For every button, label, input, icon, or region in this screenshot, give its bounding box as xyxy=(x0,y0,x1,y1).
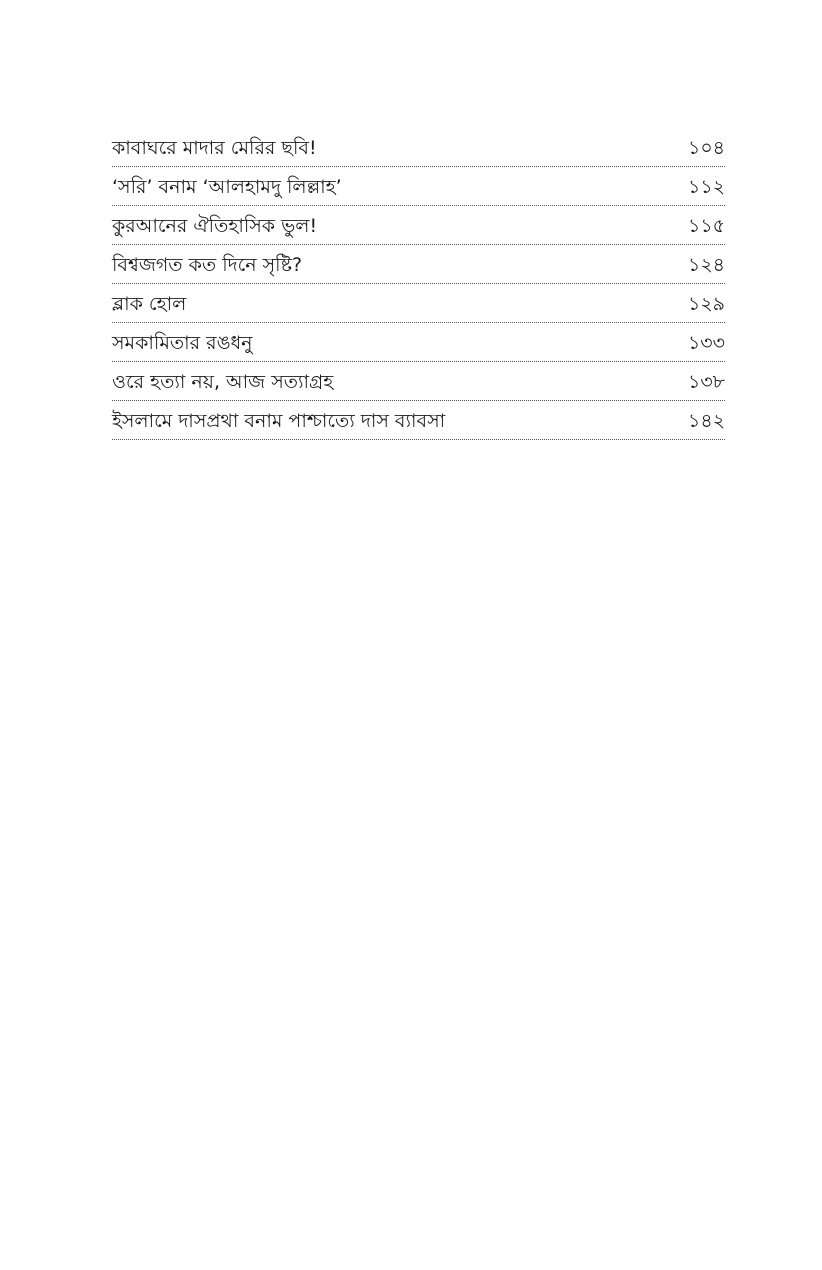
toc-entry-page: ১৪২ xyxy=(687,410,725,432)
toc-entry-page: ১৩৮ xyxy=(687,371,725,393)
toc-entry-page: ১১২ xyxy=(687,176,725,198)
toc-entry-title: সমকামিতার রঙধনু xyxy=(112,332,253,354)
table-of-contents xyxy=(112,128,725,440)
toc-entry-title: কাবাঘরে মাদার মেরির ছবি! xyxy=(112,137,317,159)
toc-row xyxy=(112,128,725,167)
toc-entry-title: বিশ্বজগত কত দিনে সৃষ্টি? xyxy=(112,254,303,276)
toc-row xyxy=(112,323,725,362)
toc-entry-page: ১২৯ xyxy=(687,293,725,315)
toc-entry-title: ইসলামে দাসপ্রথা বনাম পাশ্চাত্যে দাস ব্যাবসা xyxy=(112,410,446,432)
toc-entry-page: ১০৪ xyxy=(687,137,725,159)
toc-entry-title: ওরে হত্যা নয়, আজ সত্যাগ্রহ xyxy=(112,371,334,393)
toc-row xyxy=(112,362,725,401)
toc-entry-page: ১৩৩ xyxy=(687,332,725,354)
toc-entry-title: ব্লাক হোল xyxy=(112,293,187,315)
toc-row xyxy=(112,401,725,440)
toc-entry-page: ১২৪ xyxy=(687,254,725,276)
toc-row xyxy=(112,284,725,323)
toc-entry-title: কুরআনের ঐতিহাসিক ভুল! xyxy=(112,215,318,237)
toc-row xyxy=(112,167,725,206)
toc-row xyxy=(112,245,725,284)
toc-entry-page: ১১৫ xyxy=(688,215,725,237)
toc-entry-title: ‘সরি’ বনাম ‘আলহামদু লিল্লাহ’ xyxy=(112,176,342,198)
toc-row xyxy=(112,206,725,245)
